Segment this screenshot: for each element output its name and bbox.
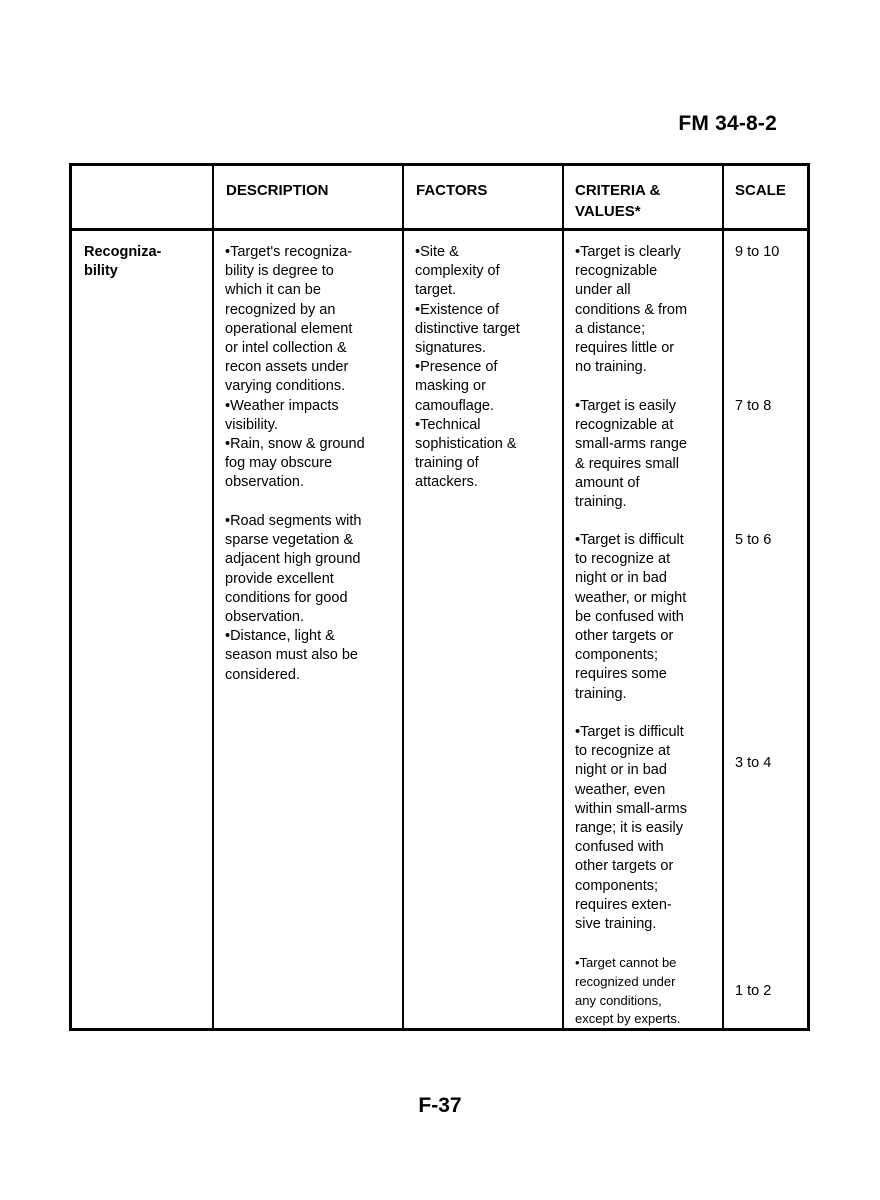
recognizability-table — [69, 163, 810, 1031]
header-criteria-values: CRITERIA & VALUES* — [575, 182, 661, 220]
criteria-5-6: •Target is difficult to recognize at night or in bad weather, or might be confused with other targets or components; requires some training. — [575, 532, 687, 702]
criteria-3-4: •Target is difficult to recognize at night or in bad weather, even within small-arms range; it is easily confused with other targets or components; requires exten- sive training. — [575, 724, 687, 933]
page-number: F-37 — [418, 1094, 462, 1117]
factors-text: •Site & complexity of target. •Existence of distinctive target signatures. •Presence of masking or camouflage. •Technical sophistication & training of attackers. — [415, 244, 520, 491]
scale-3-4: 3 to 4 — [735, 755, 772, 771]
scale-9-10: 9 to 10 — [735, 244, 780, 260]
description-text-1: •Target's recogniza- bility is degree to which it can be recognized by an operational element or intel collection & recon assets under varying conditions. •Weather impacts visibility. •Rain, snow & ground fog may obscure observation. — [225, 244, 365, 491]
criteria-1-2: •Target cannot be recognized under any conditions, except by experts. — [575, 955, 681, 1027]
column-divider — [562, 166, 564, 1028]
scale-1-2: 1 to 2 — [735, 983, 772, 999]
header-divider — [72, 228, 807, 231]
document-id: FM 34-8-2 — [678, 112, 777, 135]
row-label-recognizability: Recogniza- bility — [84, 244, 162, 280]
header-description: DESCRIPTION — [226, 182, 329, 199]
criteria-9-10: •Target is clearly recognizable under all conditions & from a distance; requires little or no training. — [575, 244, 688, 376]
header-factors: FACTORS — [416, 182, 488, 199]
header-scale: SCALE — [735, 182, 786, 199]
column-divider — [722, 166, 724, 1028]
scale-7-8: 7 to 8 — [735, 398, 772, 414]
column-divider — [212, 166, 214, 1028]
criteria-7-8: •Target is easily recognizable at small-arms range & requires small amount of training. — [575, 398, 687, 511]
description-text-2: •Road segments with sparse vegetation & adjacent high ground provide excellent conditions for good observation. •Distance, light & season must also be considered. — [225, 513, 362, 683]
column-divider — [402, 166, 404, 1028]
scale-5-6: 5 to 6 — [735, 532, 772, 548]
